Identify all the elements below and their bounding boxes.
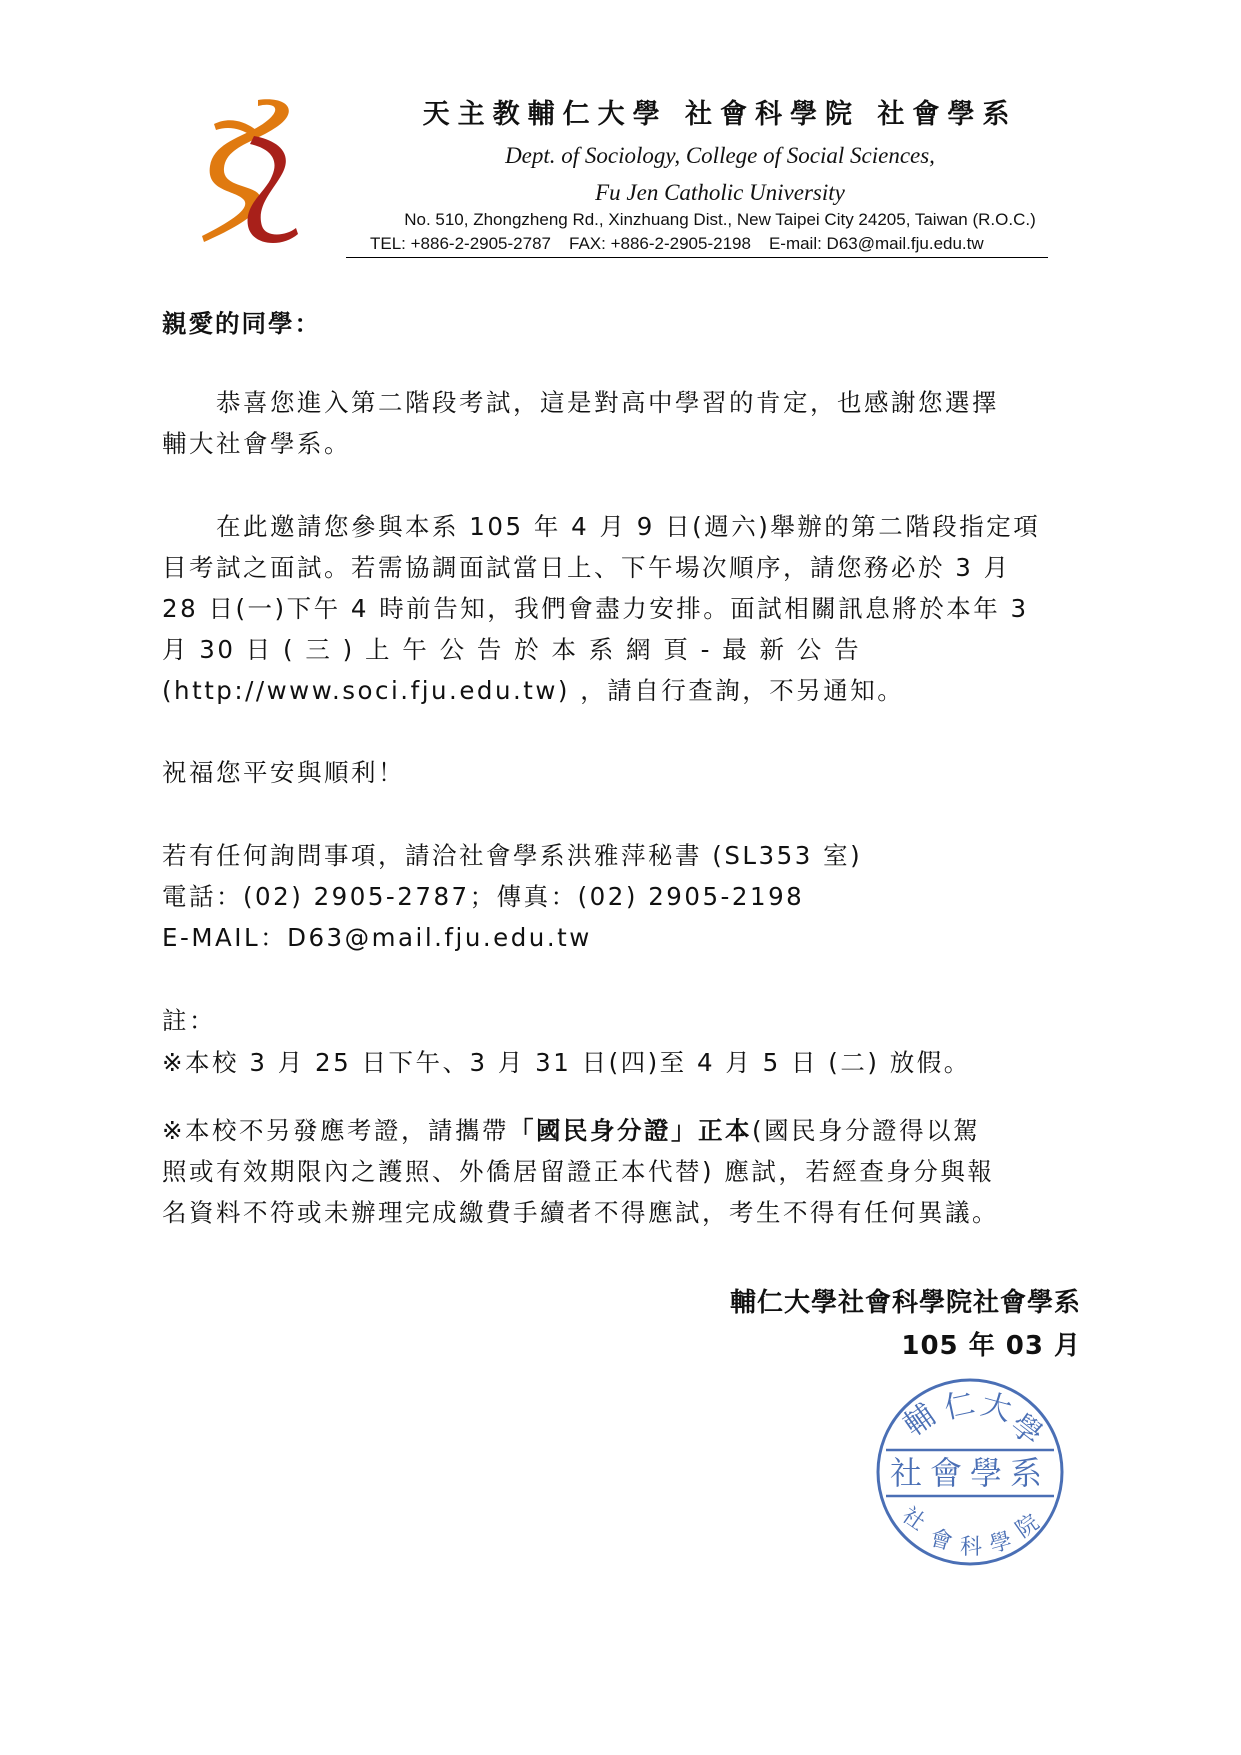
header-divider [346,257,1048,258]
address: No. 510, Zhongzheng Rd., Xinzhuang Dist., New Taipei City 24205, Taiwan (R.O.C.) [404,210,1036,229]
note-2-line-2: 照或有效期限內之護照、外僑居留證正本代替) 應試，若經查身分與報 [162,1157,995,1186]
contact-line-3: E-MAIL：D63@mail.fju.edu.tw [162,923,592,952]
note-2-prefix: ※本校不另發應考證，請攜帶 [162,1116,510,1145]
note-2-bold: 「國民身分證」正本 [509,1116,753,1145]
note-2-suffix: (國民身分證得以駕 [752,1116,981,1145]
paragraph-1-line-1: 恭喜您進入第二階段考試，這是對高中學習的肯定，也感謝您選擇 [216,388,999,417]
contact-line [370,234,1002,254]
svg-text:輔: 輔 [897,1397,942,1444]
email: E-mail: D63@mail.fju.edu.tw [768,234,984,253]
university-logo [196,96,308,246]
note-1: ※本校 3 月 25 日下午、3 月 31 日(四)至 4 月 5 日 (二) 放假。 [162,1048,971,1077]
signature-date: 105 年 03 月 [901,1331,1081,1361]
fax: FAX: +886-2-2905-2198 [569,234,751,253]
signature-organization: 輔仁大學社會科學院社會學系 [729,1288,1081,1318]
paragraph-2-line-3: 28 日(一)下午 4 時前告知，我們會盡力安排。面試相關訊息將於本年 3 [162,594,1029,623]
salutation: 親愛的同學： [162,309,321,338]
note-label: 註： [162,1006,216,1035]
svg-text:大: 大 [977,1386,1016,1429]
paragraph-1-line-2: 輔大社會學系。 [162,429,351,458]
contact-line-2: 電話：(02) 2905-2787；傳真：(02) 2905-2198 [162,882,805,911]
paragraph-2-line-5: (http://www.soci.fju.edu.tw) ，請自行查詢，不另通知。 [162,676,905,705]
svg-text:會: 會 [927,1525,955,1556]
department-name-english: Dept. of Sociology, College of Social Sciences, [505,143,935,168]
svg-text:科: 科 [960,1535,983,1560]
svg-text:院: 院 [1011,1510,1044,1544]
svg-text:學: 學 [1003,1407,1049,1454]
paragraph-2-line-1: 在此邀請您參與本系 105 年 4 月 9 日(週六)舉辦的第二階段指定項 [216,512,1041,541]
blessing: 祝福您平安與順利！ [162,758,405,787]
svg-text:社: 社 [897,1502,930,1537]
note-2-line-3: 名資料不符或未辦理完成繳費手續者不得應試，考生不得有任何異議。 [162,1198,999,1227]
note-2-line-1 [162,1112,980,1147]
paragraph-2-line-4: 月 30 日 ( 三 ) 上 午 公 告 於 本 系 網 頁 - 最 新 公 告 [162,635,862,664]
department-name-chinese: 天主教輔仁大學 社會科學院 社會學系 [422,99,1018,130]
svg-text:社會學系: 社會學系 [889,1454,1051,1492]
paragraph-2-line-2: 目考試之面試。若需協調面試當日上、下午場次順序，請您務必於 3 月 [162,553,1011,582]
svg-text:學: 學 [986,1528,1015,1559]
department-seal [872,1374,1068,1570]
contact-line-1: 若有任何詢問事項，請洽社會學系洪雅萍秘書 (SL353 室) [162,841,863,870]
university-name-english: Fu Jen Catholic University [595,180,845,205]
svg-text:仁: 仁 [941,1385,978,1427]
tel: TEL: +886-2-2905-2787 [370,234,551,253]
